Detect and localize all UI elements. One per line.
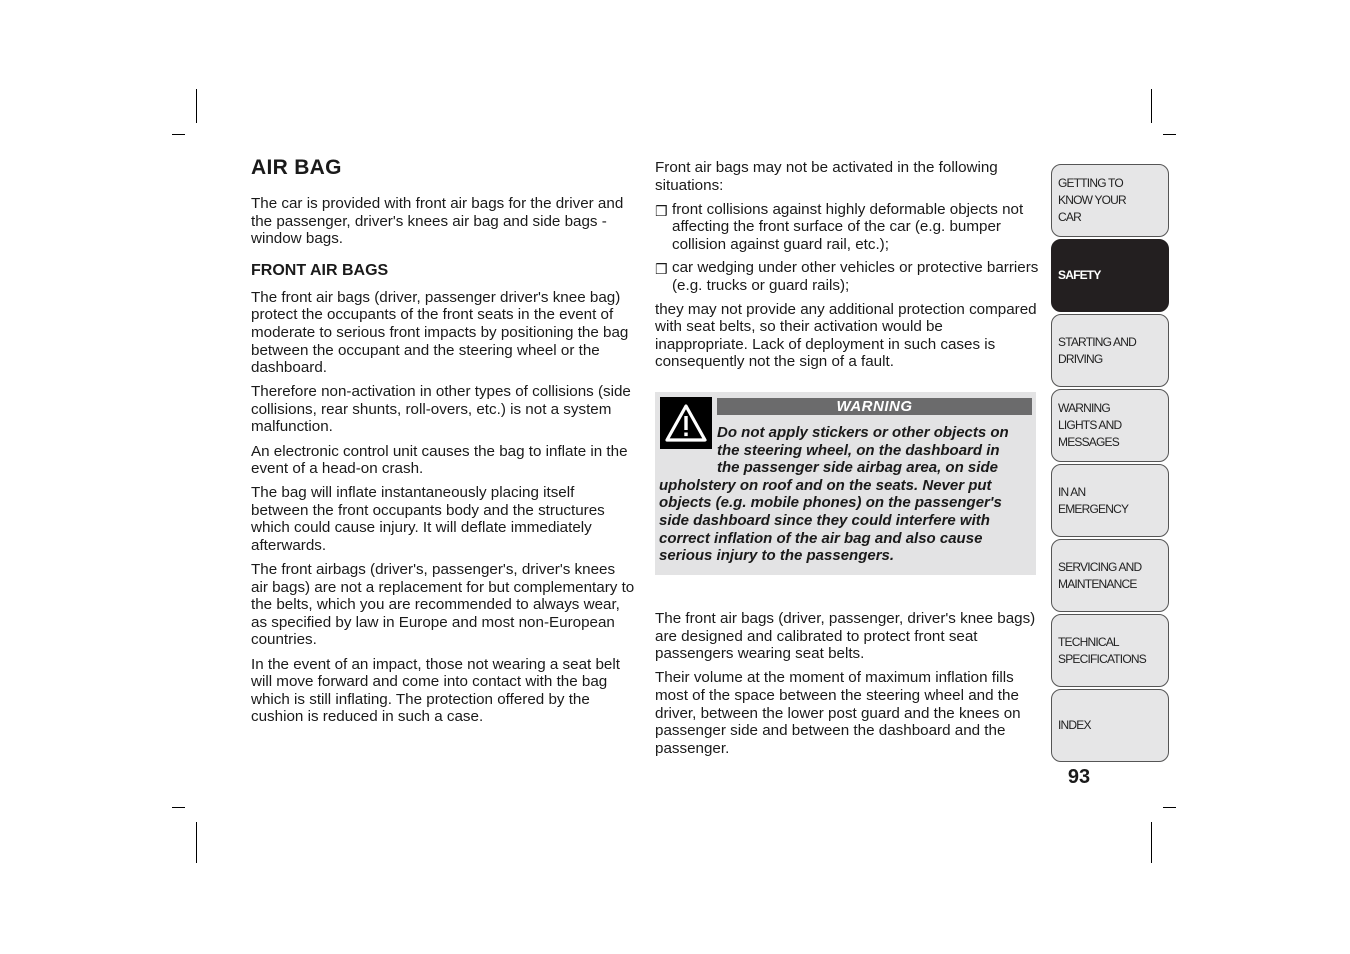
paragraph: The front air bags (driver, passenger driver's knee bag) protect the occupants of the front seats in the event of moderate to serious front impacts by positioning the bag between the occupant and the steering wheel or the dashboard. [251, 288, 629, 377]
crop-mark [196, 822, 197, 863]
paragraph: In the event of an impact, those not wearing a seat belt will move forward and come into contact with the bag which is still inflating. The protection offered by the cushion is reduced in such a case. [251, 655, 620, 726]
page-title: AIR BAG [251, 156, 342, 179]
crop-mark [1163, 807, 1176, 808]
warning-box [655, 392, 1036, 575]
intro-paragraph: The car is provided with front air bags for the driver and the passenger, driver's knees air bag and side bags - window bags. [251, 195, 624, 248]
crop-mark [172, 807, 185, 808]
tab-safety[interactable] [1051, 239, 1169, 312]
warning-triangle-icon [660, 397, 712, 449]
right-column [655, 159, 1039, 764]
tab-servicing-and-maintenance[interactable] [1051, 539, 1169, 612]
tab-technical-specifications[interactable] [1051, 614, 1169, 687]
checkbox-bullet-icon: ❒ [655, 202, 668, 219]
tab-starting-and-driving[interactable] [1051, 314, 1169, 387]
paragraph: Their volume at the moment of maximum inflation fills most of the space between the steering wheel and the driver, between the lower post guard and the knees on passenger side and between the dashboard and the passenger. [655, 669, 1021, 757]
tab-in-an-emergency[interactable] [1051, 464, 1169, 537]
paragraph: An electronic control unit causes the bag to inflate in the event of a head-on crash. [251, 442, 628, 478]
paragraph: The front airbags (driver's, passenger's, driver's knees air bags) are not a replacement for but complementary to the belts, which you are recommended to always wear, as specified by law in Europe and most non-European countries. [251, 561, 635, 649]
tab-label: GETTING TO KNOW YOUR CAR [1058, 176, 1126, 224]
tab-getting-to-know-your-car[interactable] [1051, 164, 1169, 237]
left-column [251, 156, 635, 732]
crop-mark [172, 134, 185, 135]
tab-label: STARTING AND DRIVING [1058, 334, 1136, 366]
tab-index[interactable] [1051, 689, 1169, 762]
tab-warning-lights-and-messages[interactable] [1051, 389, 1169, 462]
tab-label: SERVICING AND MAINTENANCE [1058, 559, 1142, 591]
list-item-text: car wedging under other vehicles or protective barriers (e.g. trucks or guard rails); [672, 259, 1039, 295]
tab-label: TECHNICAL SPECIFICATIONS [1058, 634, 1146, 666]
paragraph: Therefore non-activation in other types of collisions (side collisions, rear shunts, roll-overs, etc.) is not a system malfunction. [251, 383, 631, 436]
checkbox-bullet-icon: ❒ [655, 261, 668, 278]
warning-heading: WARNING [717, 398, 1032, 415]
list-item [655, 201, 1039, 254]
section-heading: FRONT AIR BAGS [251, 261, 389, 279]
tab-label: WARNING LIGHTS AND MESSAGES [1058, 401, 1122, 449]
chapter-tabs [1051, 164, 1169, 764]
paragraph: they may not provide any additional protection compared with seat belts, so their activation would be inappropriate. Lack of deployment in such cases is consequently not the sign of a fault. [655, 300, 1037, 371]
paragraph: The front air bags (driver, passenger, driver's knee bags) are designed and calibrated to protect front seat passengers wearing seat belts. [655, 610, 1036, 663]
tab-label: IN AN EMERGENCY [1058, 484, 1129, 516]
warning-text: Do not apply stickers or other objects on the steering wheel, on the dashboard in the passenger side airbag area, on side upholstery on roof and on the seats. Never put objects (e.g. mobile phones) on the passenger's side dashboard since they could interfere with correct inflation of the air bag and also cause serious injury to the passengers. [659, 424, 1009, 565]
crop-mark [196, 89, 197, 123]
crop-mark [1151, 822, 1152, 863]
tab-label: SAFETY [1058, 268, 1101, 282]
paragraph: The bag will inflate instantaneously placing itself between the front occupants body and the structures which could cause injury. It will deflate immediately afterwards. [251, 484, 605, 554]
crop-mark [1163, 134, 1176, 135]
page-number: 93 [1067, 766, 1091, 788]
list-item-text: front collisions against highly deformable objects not affecting the front surface of the car (e.g. bumper collision against guard rail, etc.); [672, 200, 1024, 253]
crop-mark [1151, 89, 1152, 123]
tab-label: INDEX [1058, 718, 1091, 732]
paragraph: Front air bags may not be activated in the following situations: [655, 159, 998, 194]
list-item [655, 259, 1039, 294]
